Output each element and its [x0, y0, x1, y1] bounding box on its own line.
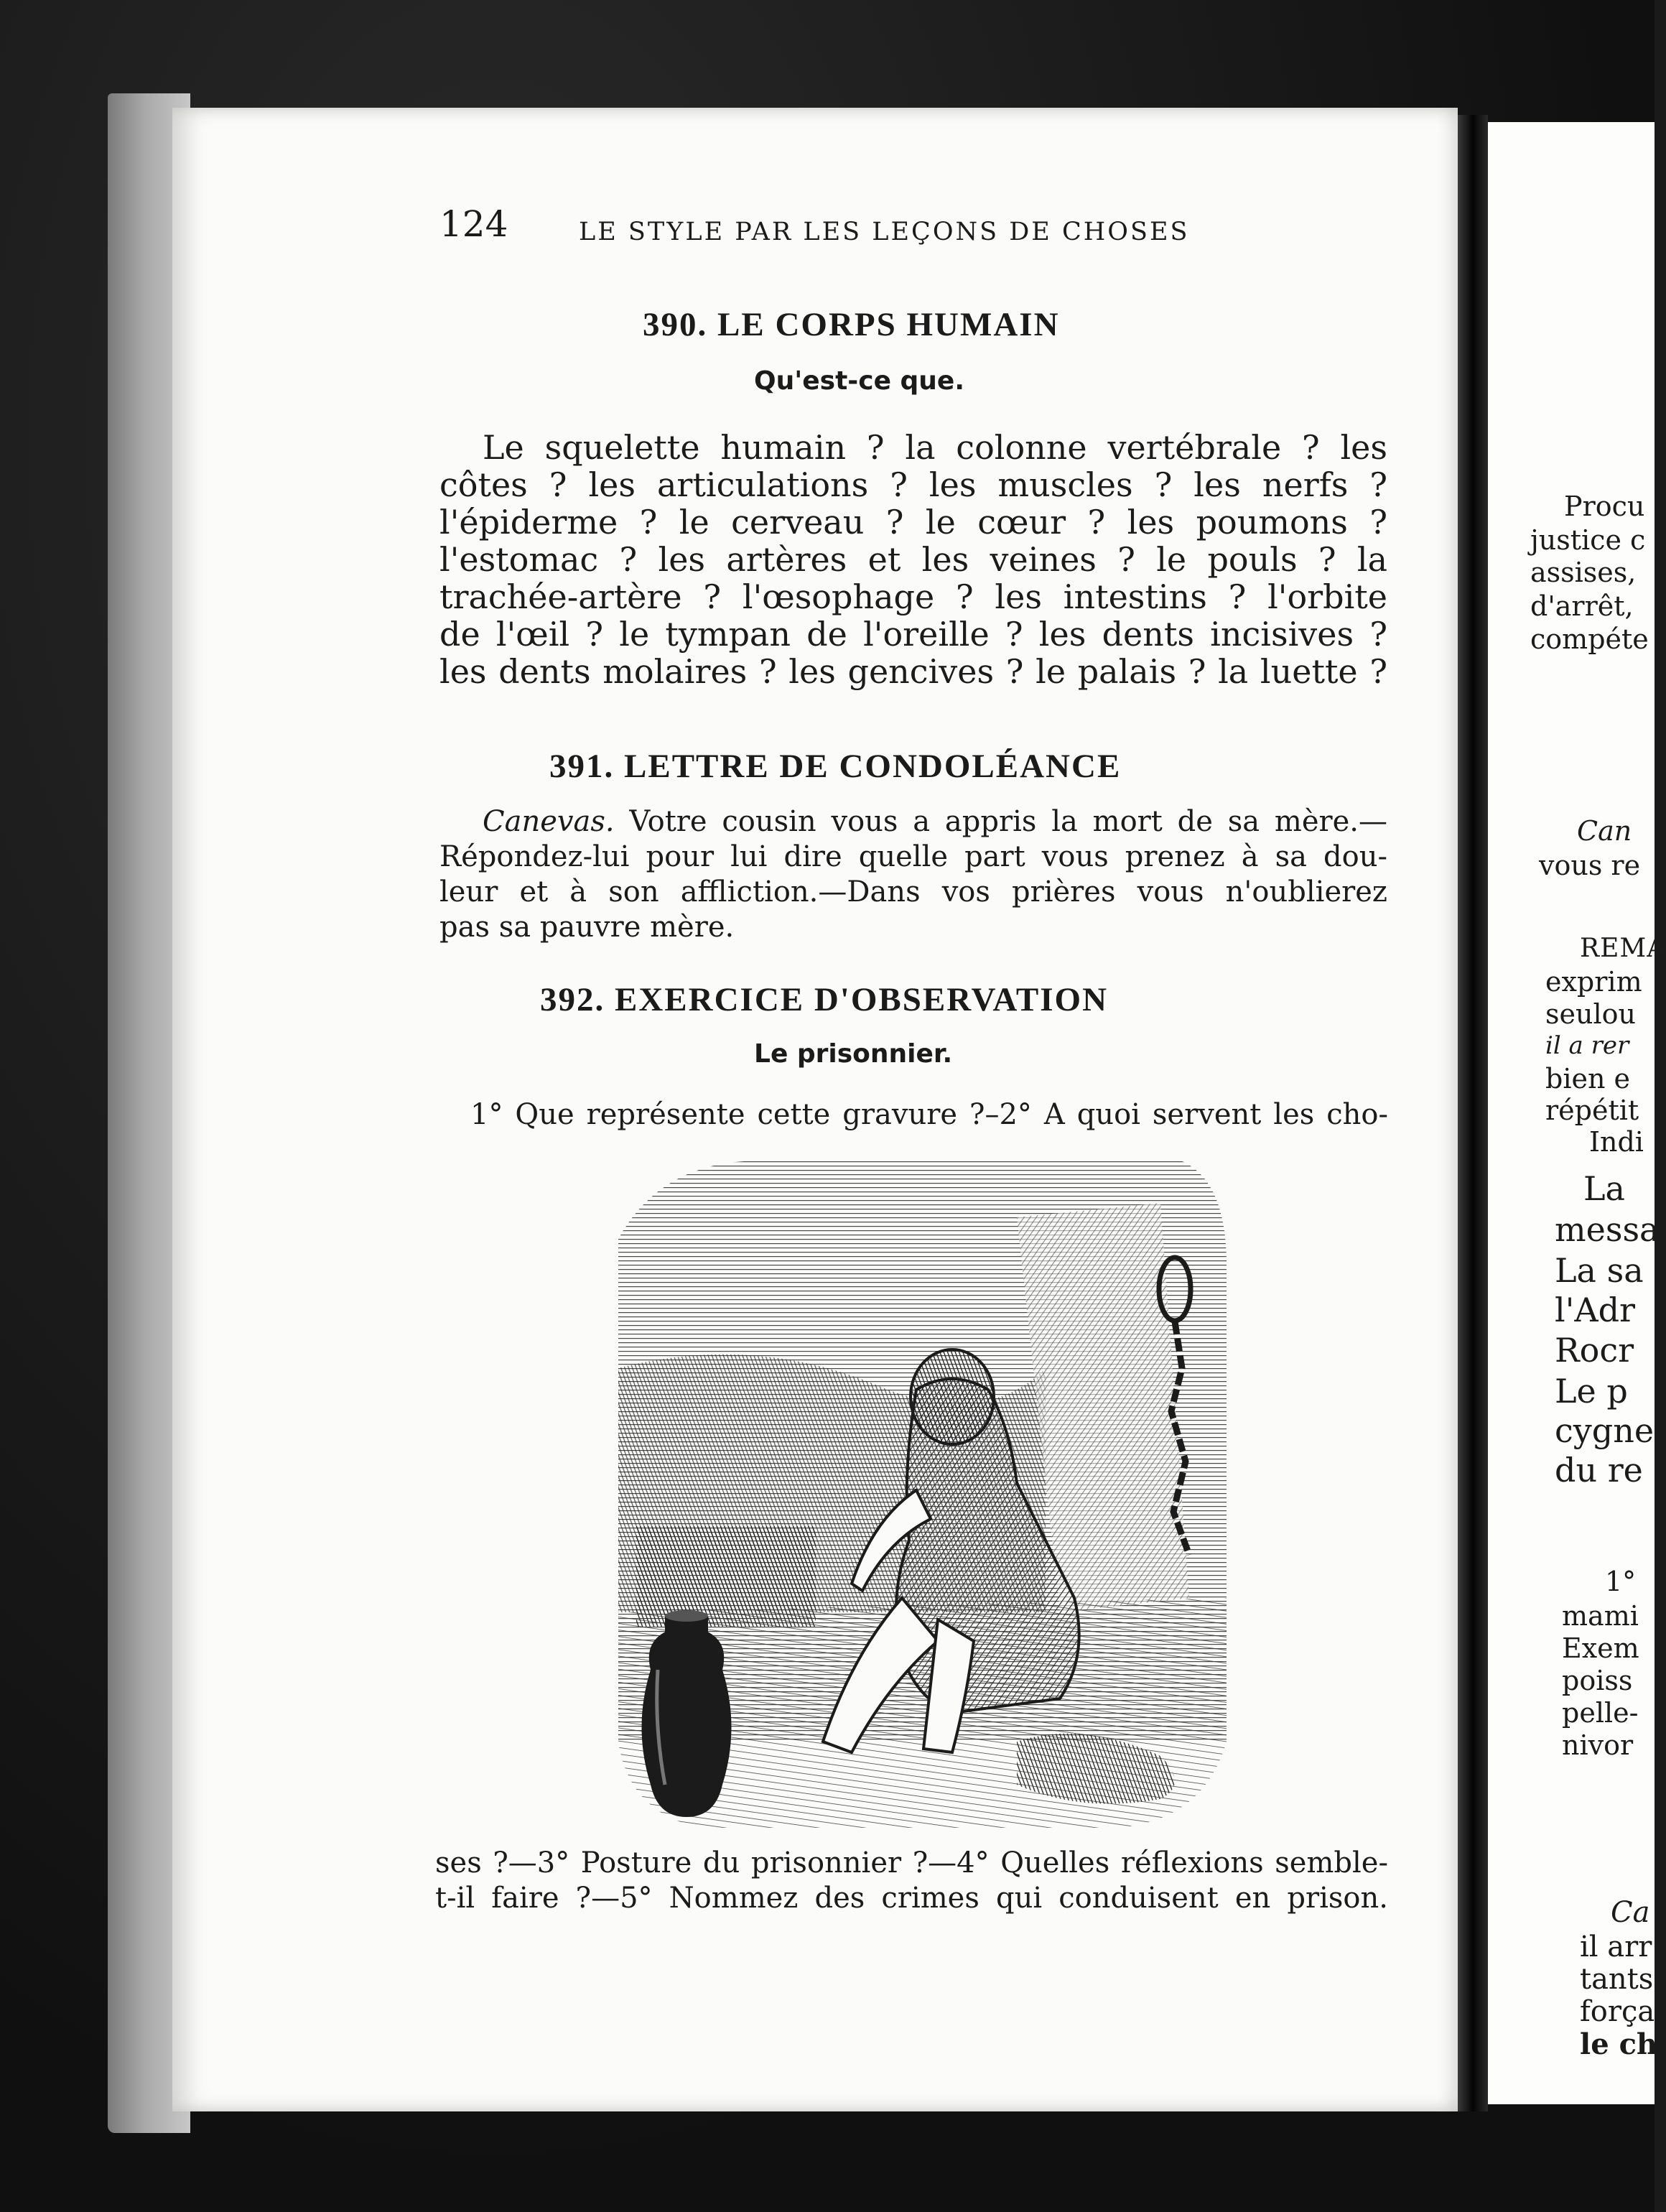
text-line: l'épiderme ? le cerveau ? le cœur ? les poumons ?: [439, 503, 1387, 542]
section-body-391: [439, 804, 1387, 945]
prisoner-engraving: [615, 1153, 1229, 1831]
right-page-line: Le p: [1555, 1372, 1628, 1411]
right-page-line: assises,: [1530, 557, 1637, 588]
right-page-line: força: [1580, 1995, 1655, 2028]
right-page-line: le ch: [1580, 2027, 1658, 2061]
page-number: 124: [439, 203, 508, 245]
section-subtitle-390: Qu'est-ce que.: [754, 366, 965, 396]
right-page-line: seulou: [1545, 998, 1636, 1030]
right-page-line: Ca: [1611, 1896, 1650, 1929]
right-page-line: 1°: [1605, 1566, 1637, 1597]
right-page-line: La sa: [1555, 1251, 1644, 1290]
text-line: [439, 804, 1387, 840]
right-page-line: poiss: [1562, 1665, 1633, 1696]
right-page-line: justice c: [1530, 524, 1646, 556]
right-page-line: bien e: [1545, 1063, 1631, 1095]
section-title-392: 392. EXERCICE D'OBSERVATION: [540, 981, 1109, 1018]
right-page-line: exprim: [1545, 966, 1642, 998]
canevas-label: Canevas.: [483, 805, 615, 838]
text-line: t-il faire ?—5° Nommez des crimes qui conduisent en prison.: [435, 1882, 1388, 1915]
right-page-line: Exem: [1562, 1632, 1639, 1664]
right-page-line: cygne: [1555, 1411, 1655, 1450]
right-page-line: pelle-: [1562, 1697, 1639, 1729]
right-page-line: tants: [1580, 1963, 1654, 1996]
right-page-line: l'Adr: [1555, 1291, 1636, 1329]
text-line: leur et à son affliction.—Dans vos prières vous n'oublierez: [439, 875, 1387, 908]
right-page-line: Rocr: [1555, 1331, 1634, 1370]
right-page-line: nivor: [1562, 1729, 1634, 1761]
right-page-line: répétit: [1545, 1095, 1639, 1126]
right-page-line: il arr: [1580, 1930, 1652, 1964]
section-body-390: [439, 429, 1387, 690]
text-line: ses ?—3° Posture du prisonnier ?—4° Quelles réflexions semble-: [435, 1846, 1388, 1879]
prisoner-engraving-drawing: [615, 1153, 1229, 1831]
text-line: de l'œil ? le tympan de l'oreille ? les dents incisives ?: [439, 615, 1387, 654]
section-subtitle-392: Le prisonnier.: [754, 1039, 953, 1069]
right-page-line: d'arrêt,: [1530, 590, 1634, 622]
right-page-line: du re: [1555, 1451, 1643, 1490]
running-head: LE STYLE PAR LES LEÇONS DE CHOSES: [579, 218, 1190, 246]
text-line: l'estomac ? les artères et les veines ? le pouls ? la: [439, 540, 1387, 579]
section-title-391: 391. LETTRE DE CONDOLÉANCE: [549, 748, 1122, 785]
text-line: côtes ? les articulations ? les muscles ? les nerfs ?: [439, 465, 1387, 504]
right-page-line: il a rer: [1545, 1031, 1629, 1060]
right-page-line: messa: [1555, 1210, 1660, 1249]
text-line: Répondez-lui pour lui dire quelle part vous prenez à sa dou-: [439, 840, 1387, 873]
section-title-390: 390. LE CORPS HUMAIN: [643, 306, 1060, 343]
text-line: pas sa pauvre mère.: [439, 911, 735, 944]
right-page-line: compéte: [1530, 623, 1649, 655]
text-line: les dents molaires ? les gencives ? le palais ? la luette ?: [439, 652, 1387, 691]
book-gutter: [1458, 115, 1488, 2111]
text-line: Le squelette humain ? la colonne vertébrale ? les: [483, 428, 1387, 467]
section-body-392-before: [470, 1097, 1388, 1133]
right-page-line: Procu: [1564, 491, 1645, 522]
section-body-392-after: [435, 1846, 1388, 1916]
right-page-line: mami: [1562, 1600, 1639, 1632]
right-page-line: REMA: [1580, 934, 1666, 963]
right-page-line: vous re: [1539, 850, 1641, 881]
text-line: trachée-artère ? l'œsophage ? les intestins ? l'orbite: [439, 577, 1387, 616]
text-line-content: Votre cousin vous a appris la mort de sa mère.—: [629, 805, 1388, 838]
right-page-line: Indi: [1589, 1126, 1644, 1158]
right-page-line: Can: [1577, 815, 1632, 847]
right-page-line: La: [1583, 1169, 1625, 1208]
text-line: 1° Que représente cette gravure ?–2° A quoi servent les cho-: [470, 1098, 1388, 1131]
